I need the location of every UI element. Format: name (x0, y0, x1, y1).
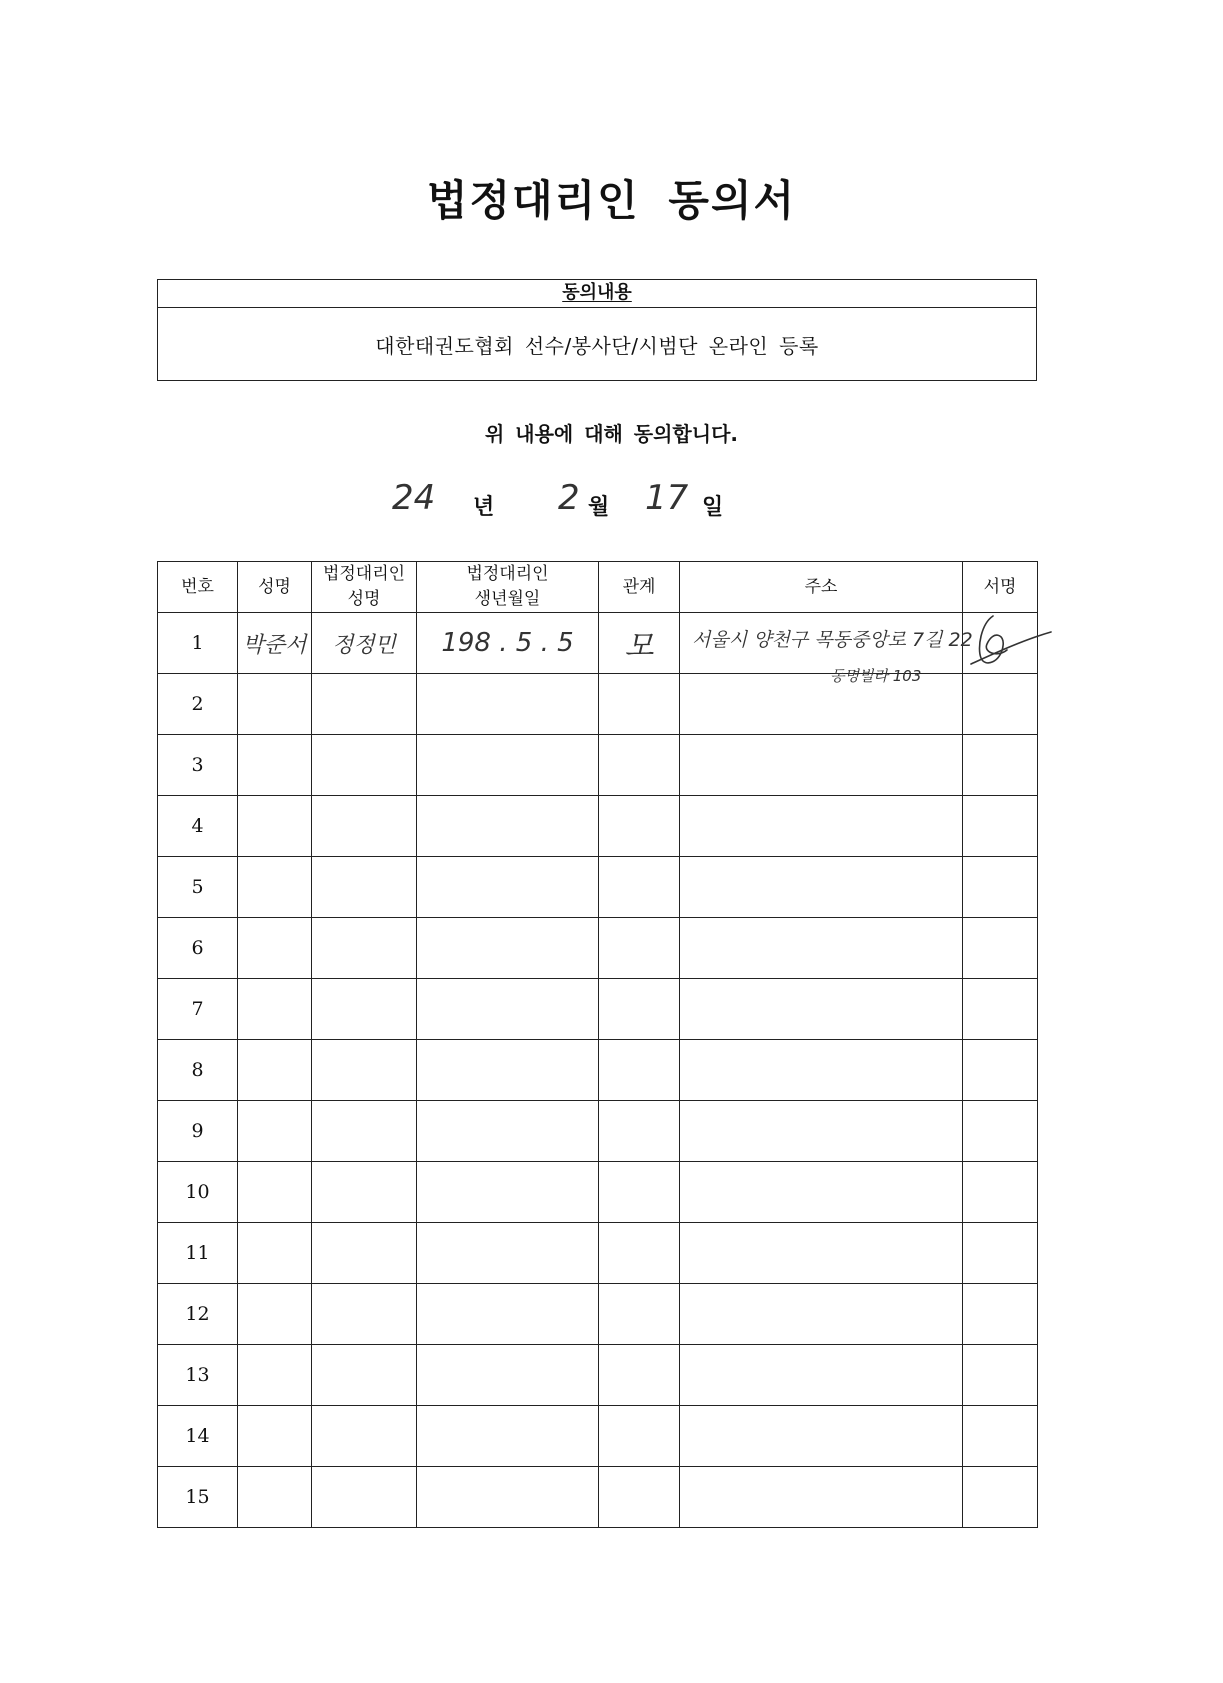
row-guardian-name-cell (312, 674, 417, 735)
table-row (158, 1406, 1038, 1467)
row-address-cell (680, 918, 963, 979)
date-line (0, 478, 1223, 538)
signature-scribble (963, 614, 1038, 672)
row-guardian-birth-cell (417, 796, 599, 857)
row-signature-cell (963, 1162, 1038, 1223)
table-row (158, 1101, 1038, 1162)
row-signature-cell (963, 918, 1038, 979)
header-guardian-birth-line1: 법정대리인 (466, 564, 549, 584)
row-signature-cell (963, 1406, 1038, 1467)
row-number: 6 (158, 918, 238, 979)
row-relation-handwritten: 모 (599, 613, 680, 674)
row-name-cell (238, 1040, 312, 1101)
row-number: 4 (158, 796, 238, 857)
date-day-label: 일 (702, 495, 724, 520)
header-address: 주소 (680, 562, 963, 613)
row-address-cell (680, 1223, 963, 1284)
header-signature: 서명 (963, 562, 1038, 613)
row-signature-cell (963, 796, 1038, 857)
row-guardian-birth-cell (417, 1406, 599, 1467)
row-signature-cell (963, 1101, 1038, 1162)
date-day-handwritten: 17 (645, 478, 689, 518)
table-row (158, 1162, 1038, 1223)
row-guardian-name-handwritten: 정정민 (312, 613, 417, 674)
row-name-cell (238, 1223, 312, 1284)
table-row (158, 857, 1038, 918)
row-guardian-birth-cell (417, 1345, 599, 1406)
row-relation-cell (599, 1223, 680, 1284)
row-guardian-name-cell (312, 1040, 417, 1101)
table-row (158, 796, 1038, 857)
row-relation-cell (599, 674, 680, 735)
row-number: 13 (158, 1345, 238, 1406)
row-relation-cell (599, 735, 680, 796)
row-name-cell (238, 1162, 312, 1223)
row-number: 2 (158, 674, 238, 735)
row-signature-cell (963, 1223, 1038, 1284)
header-guardian-birth-line2: 생년월일 (474, 589, 541, 609)
row-guardian-birth-cell (417, 1162, 599, 1223)
row-guardian-birth-cell (417, 1467, 599, 1528)
row-address-cell (680, 1162, 963, 1223)
row-name-cell (238, 979, 312, 1040)
row-relation-cell (599, 1162, 680, 1223)
row-name-cell (238, 1284, 312, 1345)
consent-content-box (157, 279, 1037, 381)
row-address-wrap (680, 613, 973, 685)
row-guardian-name-cell (312, 1101, 417, 1162)
row-number: 11 (158, 1223, 238, 1284)
row-guardian-name-cell (312, 796, 417, 857)
row-name-cell (238, 918, 312, 979)
table-header-row (158, 562, 1038, 613)
row-signature-cell (963, 979, 1038, 1040)
row-number: 8 (158, 1040, 238, 1101)
row-address-cell (680, 1040, 963, 1101)
row-guardian-birth-cell (417, 1284, 599, 1345)
row-guardian-birth-cell (417, 1101, 599, 1162)
row-relation-cell (599, 1467, 680, 1528)
row-address-cell (680, 735, 963, 796)
header-guardian-name-line1: 법정대리인 (322, 564, 406, 584)
row-number: 15 (158, 1467, 238, 1528)
row-guardian-birth-cell (417, 674, 599, 735)
header-guardian-name (312, 562, 417, 613)
row-name-cell (238, 735, 312, 796)
row-signature-cell (963, 674, 1038, 735)
row-address-cell (680, 1101, 963, 1162)
row-name-cell (238, 1467, 312, 1528)
header-no: 번호 (158, 562, 238, 613)
row-number: 12 (158, 1284, 238, 1345)
row-relation-cell (599, 979, 680, 1040)
row-guardian-name-cell (312, 1467, 417, 1528)
row-address-cell (680, 1467, 963, 1528)
date-year-handwritten: 24 (392, 478, 436, 518)
date-month-handwritten: 2 (558, 478, 580, 518)
row-relation-cell (599, 918, 680, 979)
row-signature-cell (963, 1040, 1038, 1101)
row-guardian-name-cell (312, 1345, 417, 1406)
header-relation: 관계 (599, 562, 680, 613)
table-row (158, 1284, 1038, 1345)
row-relation-cell (599, 1040, 680, 1101)
row-signature-cell (963, 735, 1038, 796)
row-name-handwritten: 박준서 (238, 613, 312, 674)
row-guardian-name-cell (312, 1406, 417, 1467)
row-number: 5 (158, 857, 238, 918)
header-guardian-name-line2: 성명 (347, 589, 381, 609)
row-address-cell (680, 1345, 963, 1406)
table-row (158, 1467, 1038, 1528)
row-guardian-birth-cell (417, 918, 599, 979)
row-address-cell (680, 613, 973, 685)
row-address-cell (680, 857, 963, 918)
row-signature-cell (963, 1345, 1038, 1406)
row-number: 9 (158, 1101, 238, 1162)
row-relation-cell (599, 1406, 680, 1467)
row-address-cell (680, 1406, 963, 1467)
table-row (158, 1223, 1038, 1284)
row-name-cell (238, 796, 312, 857)
row-relation-cell (599, 1284, 680, 1345)
consent-header: 동의내용 (158, 280, 1036, 308)
row-signature-cell (963, 613, 1038, 674)
row-guardian-birth-handwritten: 198 . 5 . 5 (417, 613, 599, 674)
row-number: 7 (158, 979, 238, 1040)
consent-body: 대한태권도협회 선수/봉사단/시범단 온라인 등록 (375, 334, 819, 358)
row-guardian-name-cell (312, 1223, 417, 1284)
guardian-table (157, 561, 1038, 1528)
row-relation-cell (599, 1101, 680, 1162)
row-guardian-name-cell (312, 1162, 417, 1223)
row-guardian-birth-cell (417, 979, 599, 1040)
row-signature-cell (963, 1284, 1038, 1345)
row-name-cell (238, 1345, 312, 1406)
row-number: 10 (158, 1162, 238, 1223)
row-guardian-name-cell (312, 1284, 417, 1345)
row-name-cell (238, 1101, 312, 1162)
document-title: 법정대리인 동의서 (426, 176, 797, 225)
agreement-statement: 위 내용에 대해 동의합니다. (484, 422, 738, 446)
row-relation-cell (599, 1345, 680, 1406)
row-relation-cell (599, 857, 680, 918)
row-guardian-birth-cell (417, 857, 599, 918)
row-guardian-name-cell (312, 735, 417, 796)
header-guardian-birth (417, 562, 599, 613)
row-name-cell (238, 674, 312, 735)
row-signature-cell (963, 857, 1038, 918)
row-guardian-name-cell (312, 918, 417, 979)
row-guardian-birth-cell (417, 735, 599, 796)
table-row (158, 735, 1038, 796)
table-row (158, 1345, 1038, 1406)
row-number: 1 (158, 613, 238, 674)
row-guardian-birth-cell (417, 1223, 599, 1284)
date-month-label: 월 (588, 495, 610, 520)
table-row (158, 613, 1038, 674)
row-name-cell (238, 857, 312, 918)
row-guardian-birth-cell (417, 1040, 599, 1101)
row-address-cell (680, 979, 963, 1040)
row-address-line2-handwritten: 동명빌라 103 (830, 667, 922, 685)
table-row (158, 918, 1038, 979)
row-address-line1-handwritten: 서울시 양천구 목동중앙로 7길 22 (692, 629, 973, 651)
row-relation-cell (599, 796, 680, 857)
row-guardian-name-cell (312, 979, 417, 1040)
header-name: 성명 (238, 562, 312, 613)
table-row (158, 979, 1038, 1040)
row-address-cell (680, 1284, 963, 1345)
date-year-label: 년 (473, 495, 495, 520)
row-signature-cell (963, 1467, 1038, 1528)
row-name-cell (238, 1406, 312, 1467)
row-number: 14 (158, 1406, 238, 1467)
row-address-cell (680, 796, 963, 857)
table-row (158, 1040, 1038, 1101)
row-number: 3 (158, 735, 238, 796)
row-guardian-name-cell (312, 857, 417, 918)
